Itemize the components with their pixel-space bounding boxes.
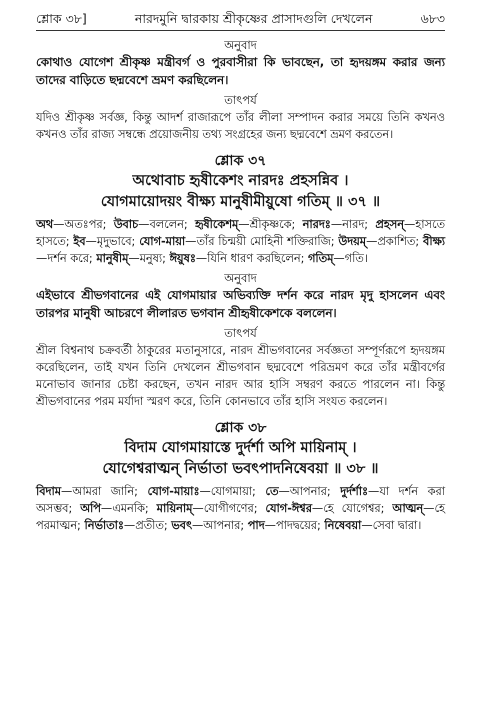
synonym-meaning: —মনুষ্য; bbox=[128, 252, 170, 265]
synonym-word: বীক্ষ্য bbox=[423, 235, 445, 248]
synonym-meaning: —প্রকাশিত; bbox=[366, 235, 424, 248]
sloka-38-verse-line-2: যোগেশ্বরাত্মন্ নির্ভাতা ভবৎপাদনিষেবয়া ॥ ৩৮ ॥ bbox=[102, 461, 379, 477]
synonym-meaning: —আমরা জানি; bbox=[61, 485, 148, 498]
sloka-37-verse-line-1: অথোবাচ হৃষীকেশং নারদঃ প্রহসন্নিব । bbox=[132, 173, 349, 189]
purport-label: তাৎপর্য bbox=[224, 93, 257, 107]
sloka-38-synonyms bbox=[36, 483, 445, 534]
synonym-word: অথ bbox=[36, 218, 54, 231]
synonym-meaning: —হে পরমাত্মন; bbox=[36, 502, 445, 532]
synonym-meaning: —বললেন; bbox=[138, 218, 195, 231]
header-divider bbox=[36, 30, 445, 31]
running-header bbox=[36, 10, 445, 30]
sloka-37-synonyms bbox=[36, 216, 445, 267]
synonym-word: দুর্দর্শাঃ bbox=[340, 485, 369, 498]
synonym-meaning: —অতঃপর; bbox=[53, 218, 114, 231]
synonym-meaning: —দর্শন করে; bbox=[36, 252, 97, 265]
synonym-word: যোগ-মায়া bbox=[139, 235, 186, 248]
synonym-word: ভবৎ bbox=[171, 519, 192, 532]
translation-label: অনুবাদ bbox=[224, 38, 257, 52]
synonym-word: উদয়ম্ bbox=[338, 235, 367, 248]
synonym-meaning: —এমনকি; bbox=[100, 502, 157, 515]
translation-label: অনুবাদ bbox=[224, 271, 257, 285]
synonym-meaning: —গতি। bbox=[333, 252, 368, 265]
synonym-meaning: —হে যোগেশ্বর; bbox=[311, 502, 393, 515]
synonym-word: প্রহসন্ bbox=[375, 218, 404, 231]
header-verse-ref: শ্লোক ৩৮] bbox=[36, 11, 87, 26]
synonym-meaning: —যোগীগণের; bbox=[192, 502, 266, 515]
sloka-38-verse-line-1: বিদাম যোগমায়াস্তে দুর্দর্শা অপি মায়িনাম্ । bbox=[124, 440, 357, 456]
synonym-word: নির্ভাতাঃ bbox=[84, 519, 124, 532]
synonym-word: পাদ bbox=[247, 519, 265, 532]
synonym-word: যোগ-মায়াঃ bbox=[147, 485, 200, 498]
synonym-word: যোগ-ঈশ্বর bbox=[265, 502, 312, 515]
synonym-meaning: —প্রতীত; bbox=[123, 519, 172, 532]
header-chapter-title: নারদমুনি দ্বারকায় শ্রীকৃষ্ণের প্রাসাদগুলি দেখলেন bbox=[134, 11, 373, 26]
sloka-37-verse-line-2: যোগমায়োদয়ং বীক্ষ্য মানুষীমীয়ুষো গতিম্ ॥ ৩৭ ॥ bbox=[100, 194, 381, 210]
synonym-meaning: —হাসতে হাসতে; bbox=[36, 218, 445, 248]
synonym-word: অপি bbox=[80, 502, 101, 515]
translation-text: এইভাবে শ্রীভগবানের এই যোগমায়ার অভিব্যক্তি দর্শন করে নারদ মৃদু হাসলেন এবং তারপর মানুষী আচরণে লীলারত ভগবান শ্রীহৃষীকেশকে বললেন। bbox=[36, 288, 445, 320]
sloka-38-title: শ্লোক ৩৮ bbox=[214, 420, 267, 436]
synonym-word: নিষেবয়া bbox=[324, 519, 362, 532]
synonym-meaning: —আপনার; bbox=[191, 519, 248, 532]
synonym-meaning: —যা দর্শন করা অসম্ভব; bbox=[36, 485, 445, 515]
synonym-meaning: —আপনার; bbox=[278, 485, 341, 498]
page-number: ৬৮৩ bbox=[420, 11, 445, 26]
synonym-word: বিদাম bbox=[36, 485, 62, 498]
synonym-meaning: —যিনি ধারণ করছিলেন; bbox=[195, 252, 308, 265]
translation-text: কোথাও যোগেশ শ্রীকৃষ্ণ মন্ত্রীবর্গ ও পুরবাসীরা কি ভাবছেন, তা হৃদয়ঙ্গম করার জন্য তাদের বাড়িতে ছদ্মবেশে ভ্রমণ করছিলেন। bbox=[36, 55, 445, 87]
synonym-meaning: —যোগমায়া; bbox=[199, 485, 266, 498]
synonym-word: ঈয়ুষঃ bbox=[169, 252, 196, 265]
synonym-word: উবাচ bbox=[113, 218, 139, 231]
synonym-word: ইব bbox=[73, 235, 86, 248]
synonym-meaning: —শ্রীকৃষ্ণকে; bbox=[238, 218, 303, 231]
synonym-word: মায়িনাম্ bbox=[156, 502, 193, 515]
purport-text: যদিও শ্রীকৃষ্ণ সর্বজ্ঞ, কিন্তু আদর্শ রাজারূপে তাঁর লীলা সম্পাদন করার সময়ে তিনি কখনও কখনও তাঁর রাজ্য সম্বন্ধে প্রয়োজনীয় তথ্য সংগ্রহের জন্য ছদ্মবেশে ভ্রমণ করতেন। bbox=[36, 111, 445, 141]
synonym-meaning: —সেবা দ্বারা। bbox=[361, 519, 422, 532]
purport-label: তাৎপর্য bbox=[224, 326, 257, 340]
synonym-word: মানুষীম্ bbox=[96, 252, 129, 265]
synonym-word: আত্মন্ bbox=[392, 502, 424, 515]
synonym-meaning: —পাদদ্বয়ের; bbox=[264, 519, 325, 532]
synonym-meaning: —মৃদুভাবে; bbox=[85, 235, 140, 248]
synonym-meaning: —নারদ; bbox=[330, 218, 376, 231]
synonym-word: নারদঃ bbox=[302, 218, 331, 231]
sloka-37-title: শ্লোক ৩৭ bbox=[214, 153, 267, 169]
synonym-meaning: —তাঁর চিন্ময়ী মোহিনী শক্তিরাজি; bbox=[185, 235, 339, 248]
synonym-word: তে bbox=[265, 485, 279, 498]
synonym-word: গতিম্ bbox=[307, 252, 334, 265]
purport-text: শ্রীল বিশ্বনাথ চক্রবর্তী ঠাকুরের মতানুসারে, নারদ শ্রীভগবানের সর্বজ্ঞতা সম্পূর্ণরূপে হৃদয়ঙ্গম করেছিলেন, তাই যখন তিনি দেখলেন শ্রীভগবান ছদ্মবেশে পরিভ্রমণ করে তাঁর মন্ত্রীবর্গের মনোভাব জানার চেষ্টা করছেন, তখন নারদ আর হাসি সম্বরণ করতে পারলেন না। কিন্তু শ্রীভগবানের পরম মর্যাদা স্মরণ করে, তিনি কোনভাবে তাঁর হাসি সংযত করলেন। bbox=[36, 344, 445, 408]
synonym-word: হৃষীকেশম্ bbox=[194, 218, 239, 231]
